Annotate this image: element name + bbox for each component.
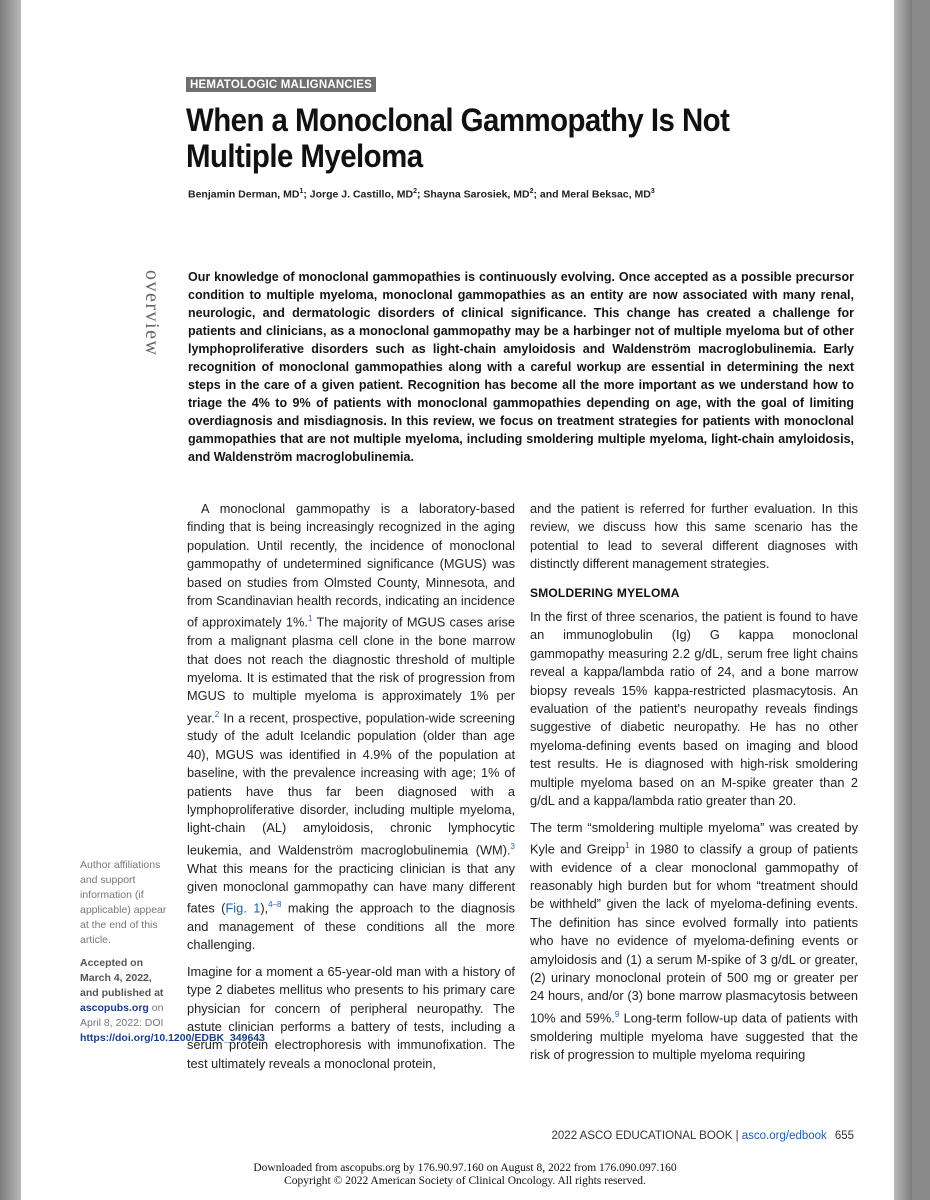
- title-line-1: When a Monoclonal Gammopathy Is Not: [186, 102, 730, 138]
- author-affiliation: 1: [299, 188, 304, 195]
- section-tag: HEMATOLOGIC MALIGNANCIES: [186, 77, 376, 92]
- author-separator: ;: [303, 188, 310, 201]
- section-heading: SMOLDERING MYELOMA: [530, 585, 680, 600]
- text-run: ),: [260, 900, 269, 916]
- body-paragraph: In the first of three scenarios, the patient is found to have an immunoglobulin (Ig) G kappa monoclonal gammopathy measuring 2.2 g/dL, serum free light chains reveal a kappa/lambda ratio of 24, and a bone marrow biopsy reveals 15% kappa-restricted plasmacytosis. An evaluation of the patient's neuropathy reveals findings suggestive of diabetic neuropathy. He has no other myeloma-defining events based on imaging and blood test results. He is diagnosed with high-risk smoldering multiple myeloma based on an M-spike greater than 2 g/dL and a kappa/lambda ratio greater than 20.: [530, 609, 858, 809]
- affiliations-note: Author affiliations and support information (if applicable) appear at the end of this article.: [80, 859, 167, 946]
- overview-label: overview: [141, 270, 163, 357]
- page-footer: [552, 1130, 854, 1142]
- author-name: Jorge J. Castillo, MD: [309, 188, 414, 201]
- site-link[interactable]: ascopubs.org: [80, 1002, 149, 1014]
- body-column-left: [187, 500, 515, 1081]
- scan-gutter-right: [894, 0, 912, 1200]
- publication-info: [80, 956, 265, 1046]
- text-run: The majority of MGUS cases arise from a malignant plasma cell clone in the bone marrow that does not reach the diagnostic threshold of multiple myeloma. It is estimated that the risk of progression from MGUS to multiple myeloma is approximately 1% per year.: [187, 614, 515, 725]
- text-run: What this means for the practicing clinician is that any given monoclonal gammopathy can have many different fates (: [187, 860, 515, 916]
- text-run: In a recent, prospective, population-wide screening study of the adult Icelandic population (older than age 40), MGUS was identified in 4.9% of the population at baseline, with the prevalence increasing with age; 1% of patients have thus far been diagnosed with a lymphoproliferative disorder, including multiple myeloma, light-chain (AL) amyloidosis, chronic lymphocytic leukemia, and Waldenström macroglobulinemia (WM).: [187, 710, 515, 858]
- citation-link[interactable]: 1: [625, 840, 630, 850]
- body-paragraph: and the patient is referred for further evaluation. In this review, we discuss how this same scenario has the potential to lead to several different diagnoses with distinctly different management strategies.: [530, 501, 858, 572]
- text-run: in 1980 to classify a group of patients with evidence of a clear monoclonal gammopathy of reasonably high burden but for whom “treatment should be withheld” given the lack of myeloma-defining events. The definition has since evolved formally into patients who have no evidence of myeloma-defining events or amyloidosis and (1) a serum M-spike of 3 g/dL or greater, (2) urinary monoclonal protein of 500 mg or greater per 24 hours, and/or (3) bone marrow plasmacytosis between 10% and 59%.: [530, 841, 858, 1026]
- accepted-date: Accepted on March 4, 2022, and published at: [80, 957, 164, 999]
- text-run: making the approach to the diagnosis and management of these conditions all the more challenging.: [187, 900, 515, 953]
- scan-gutter-left: [0, 0, 21, 1200]
- author-separator: ; and: [533, 188, 562, 201]
- citation-link[interactable]: 9: [614, 1009, 620, 1019]
- author-affiliation: 3: [650, 188, 655, 195]
- author-name: Meral Beksac, MD: [561, 188, 651, 201]
- download-notice: [0, 1162, 930, 1188]
- published-date: on April 8, 2022: DOI: [80, 1002, 164, 1029]
- author-affiliation: 2: [413, 188, 417, 195]
- author-name: Benjamin Derman, MD: [188, 188, 300, 201]
- citation-link[interactable]: 1: [307, 614, 313, 624]
- text-run: The term “smoldering multiple myeloma” was created by Kyle and Greipp: [530, 819, 858, 857]
- abstract: Our knowledge of monoclonal gammopathies is continuously evolving. Once accepted as a possible precursor condition to multiple myeloma, monoclonal gammopathies as an entity are now associated with many renal, neurologic, and dermatologic disorders of clinical significance. This change has created a challenge for patients and clinicians, as a monoclonal gammopathy may be a harbinger not of multiple myeloma but of other lymphoproliferative disorders such as light-chain amyloidosis and Waldenström macroglobulinemia. Early recognition of monoclonal gammopathies along with a careful workup are essential in determining the next steps in the care of a given patient. Recognition has become all the more important as we understand how to triage the 4% to 9% of patients with monoclonal gammopathies depending on age, with the goal of limiting overdiagnosis and misdiagnosis. In this review, we focus on treatment strategies for patients with monoclonal gammopathies that are not multiple myeloma, including smoldering multiple myeloma, light-chain amyloidosis, and Waldenström macroglobulinemia.: [188, 270, 854, 464]
- body-paragraph: [187, 500, 515, 955]
- text-run: A monoclonal gammopathy is a laboratory-based finding that is being increasingly recognized in the aging population. Until recently, the incidence of monoclonal gammopathy of undetermined significance (MGUS) was based on studies from Olmsted County, Minnesota, and from Scandinavian health records, indicating an incidence of approximately 1%.: [187, 501, 515, 630]
- author-affiliation: 2: [529, 188, 534, 195]
- body-paragraph: [530, 819, 858, 1065]
- author-separator: ;: [416, 188, 424, 201]
- copyright-line: Copyright © 2022 American Society of Clinical Oncology. All rights reserved.: [284, 1175, 646, 1187]
- article-title: [186, 102, 775, 174]
- download-line: Downloaded from ascopubs.org by 176.90.97.160 on August 8, 2022 from 176.090.097.160: [253, 1162, 677, 1174]
- citation-link[interactable]: 3: [510, 841, 515, 851]
- body-column-right: [530, 500, 858, 1072]
- citation-link[interactable]: 2: [214, 709, 220, 719]
- author-list: [188, 188, 655, 201]
- citation-link[interactable]: 4–8: [268, 900, 282, 910]
- title-line-2: Multiple Myeloma: [186, 138, 423, 174]
- text-run: Long-term follow-up data of patients with smoldering multiple myeloma have suggested that the risk of progression to multiple myeloma requiring: [530, 1010, 858, 1062]
- body-paragraph: Imagine for a moment a 65-year-old man with a history of type 2 diabetes mellitus who presents to his primary care physician for concern of peripheral neuropathy. The astute clinician performs a battery of tests, including a serum protein electrophoresis with immunofixation. The test ultimately reveals a monoclonal protein,: [187, 963, 515, 1071]
- author-name: Shayna Sarosiek, MD: [423, 188, 530, 201]
- book-name: 2022 ASCO EDUCATIONAL BOOK |: [551, 1130, 742, 1142]
- page-number: 655: [834, 1130, 854, 1142]
- figure-link[interactable]: Fig. 1: [225, 900, 261, 916]
- book-url-link[interactable]: asco.org/edbook: [741, 1130, 827, 1142]
- doi-link[interactable]: https://doi.org/10.1200/EDBK_349643: [80, 1032, 265, 1044]
